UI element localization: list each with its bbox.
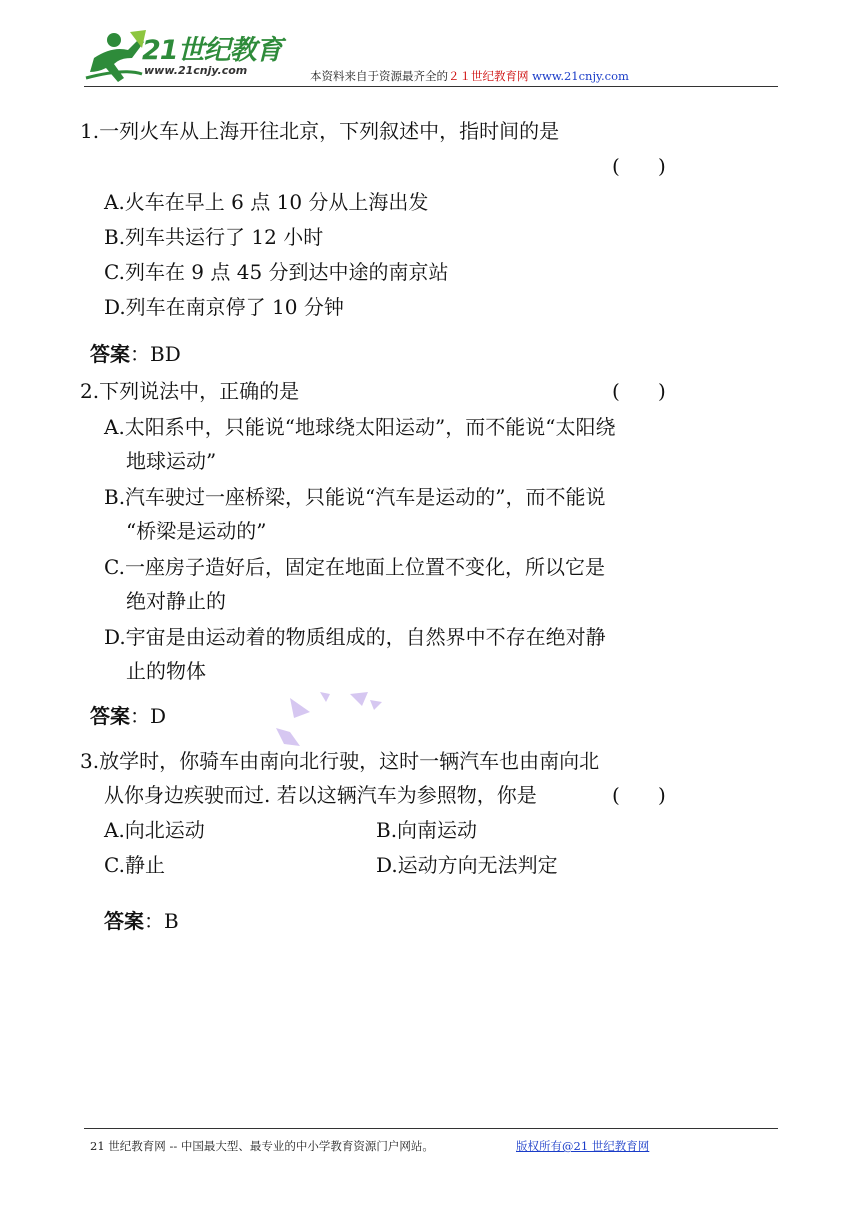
q3-stem-line2: 从你身边疾驶而过. 若以这辆汽车为参照物，你是: [104, 783, 537, 807]
header-url[interactable]: www.21cnjy.com: [532, 69, 629, 83]
watermark-icon: [270, 688, 400, 748]
q3-paren: ( ): [612, 783, 666, 807]
footer-rule: [84, 1128, 778, 1129]
header-rule: [84, 86, 778, 87]
q3-option-d: D.运动方向无法判定: [376, 853, 558, 877]
answer-label: 答案: [104, 909, 144, 933]
q2-option-c: C.一座房子造好后，固定在地面上位置不变化，所以它是: [104, 555, 605, 579]
q2-option-a-cont: 地球运动”: [126, 449, 217, 473]
answer-label: 答案: [90, 704, 130, 728]
footer-copyright-link[interactable]: 版权所有@21 世纪教育网: [516, 1139, 650, 1153]
q3-option-a: A.向北运动: [104, 818, 205, 842]
header-site-name: ２１世纪教育网: [448, 69, 529, 83]
q2-option-d-cont: 止的物体: [126, 659, 206, 683]
q2-paren: ( ): [612, 379, 666, 403]
q1-option-a: A.火车在早上 6 点 10 分从上海出发: [104, 190, 429, 214]
q2-option-c-cont: 绝对静止的: [126, 589, 226, 613]
q2-answer: [90, 704, 166, 728]
q3-option-b: B.向南运动: [376, 818, 478, 842]
logo-url: www.21cnjy.com: [144, 64, 248, 77]
q1-option-d: D.列车在南京停了 10 分钟: [104, 295, 344, 319]
q1-answer: [90, 342, 181, 366]
q3-stem-line1: 3.放学时，你骑车由南向北行驶，这时一辆汽车也由南向北: [80, 749, 600, 773]
q1-option-b: B.列车共运行了 12 小时: [104, 225, 324, 249]
site-logo: [84, 28, 294, 86]
footer-text: 21 世纪教育网 -- 中国最大型、最专业的中小学教育资源门户网站。: [90, 1139, 434, 1153]
header-note-prefix: 本资料来自于资源最齐全的: [310, 69, 448, 83]
q3-answer: [104, 909, 179, 933]
q2-option-a: A.太阳系中，只能说“地球绕太阳运动”，而不能说“太阳绕: [104, 415, 616, 439]
answer-value: ：B: [144, 909, 179, 933]
q1-option-c: C.列车在 9 点 45 分到达中途的南京站: [104, 260, 449, 284]
q2-stem: 2.下列说法中，正确的是: [80, 379, 300, 403]
q2-option-b: B.汽车驶过一座桥梁，只能说“汽车是运动的”，而不能说: [104, 485, 606, 509]
answer-value: ：BD: [130, 342, 181, 366]
q1-paren: ( ): [612, 154, 666, 178]
logo-text: 21世纪教育: [142, 35, 282, 66]
answer-label: 答案: [90, 342, 130, 366]
q2-option-d: D.宇宙是由运动着的物质组成的，自然界中不存在绝对静: [104, 625, 606, 649]
q2-option-b-cont: “桥梁是运动的”: [126, 519, 267, 543]
q1-stem: 1.一列火车从上海开往北京，下列叙述中，指时间的是: [80, 119, 560, 143]
answer-value: ：D: [130, 704, 167, 728]
q3-option-c: C.静止: [104, 853, 165, 877]
header-note: [310, 68, 629, 84]
